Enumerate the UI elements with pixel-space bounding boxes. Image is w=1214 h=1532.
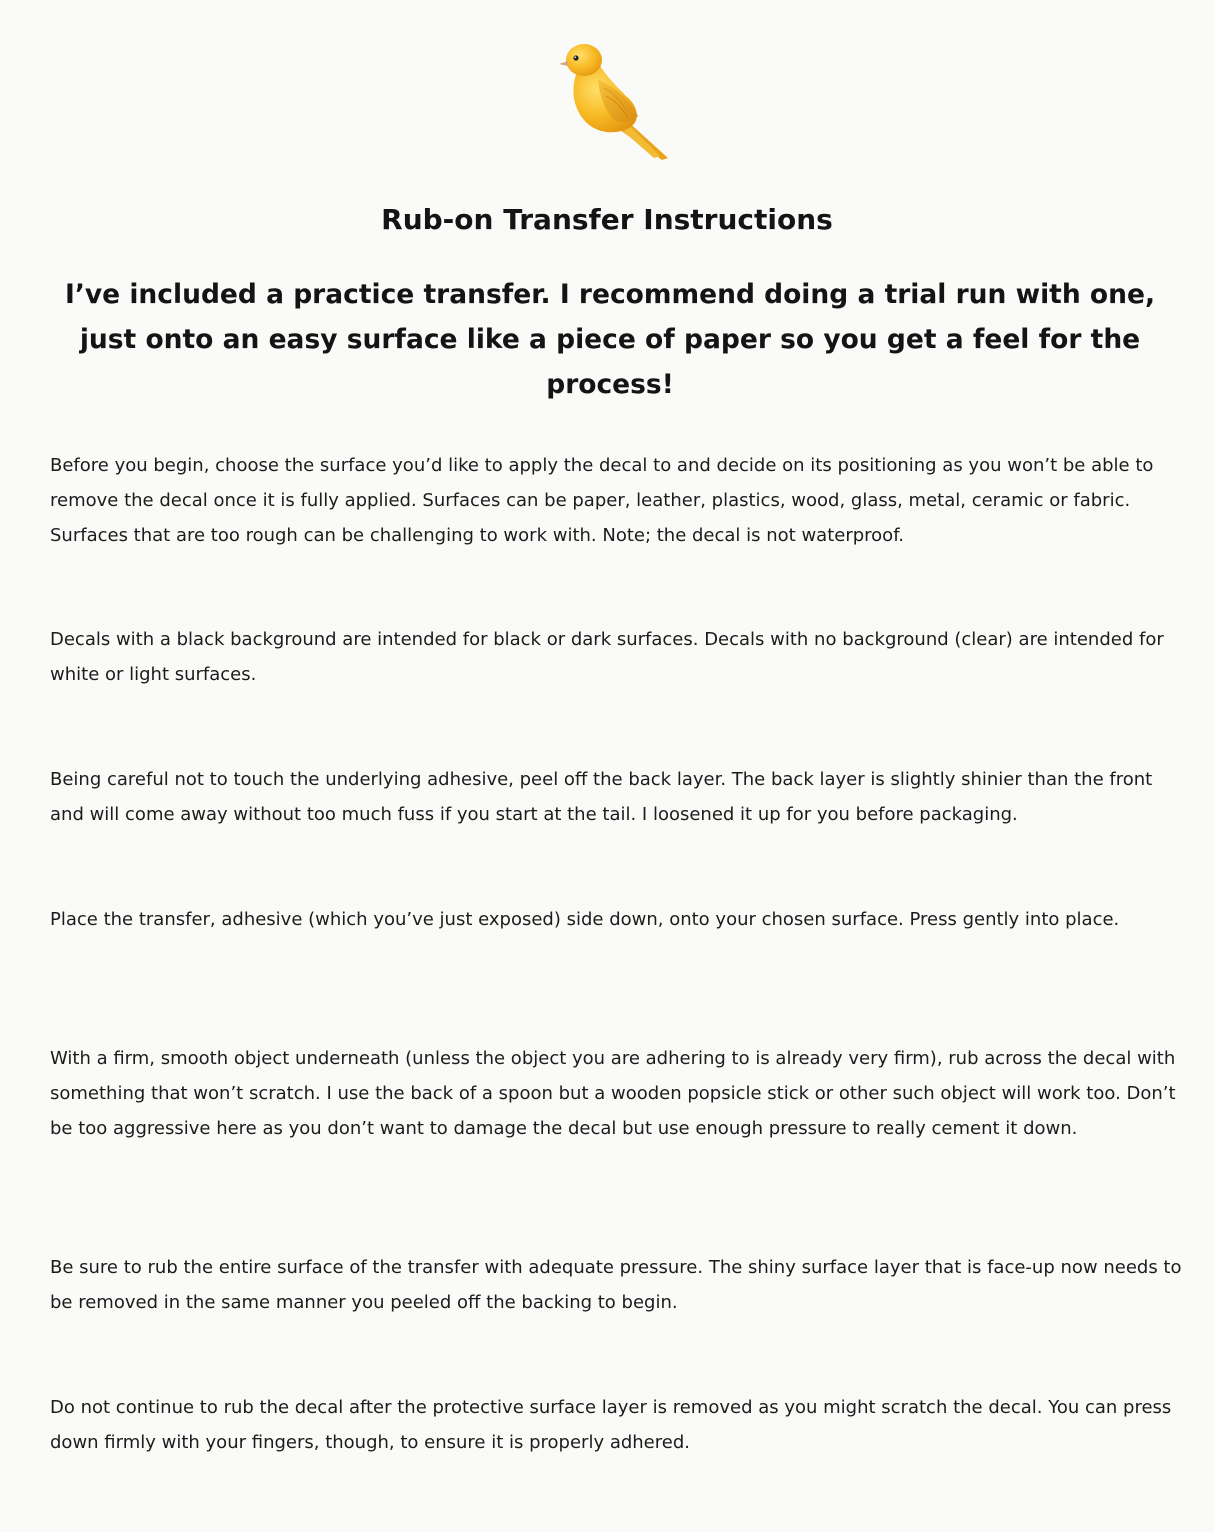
practice-transfer-note: I’ve included a practice transfer. I recommend doing a trial run with one, just onto an easy surface like a piece of paper so you get a feel for the process! xyxy=(64,279,1156,400)
instruction-paragraph-finish: Do not continue to rub the decal after the protective surface layer is removed as you might scratch the decal. You can press down firmly with your fingers, though, to ensure it is properly adhered. xyxy=(50,1397,1172,1453)
instruction-paragraph-surface: Before you begin, choose the surface you’d like to apply the decal to and decide on its positioning as you won’t be able to remove the decal once it is fully applied. Surfaces can be paper, leather, plastics, wood, glass, metal, ceramic or fabric. Surfaces that are too rough can be challenging to work with. Note; the decal is not waterproof. xyxy=(50,455,1154,546)
page-title: Rub-on Transfer Instructions xyxy=(381,203,833,236)
instruction-paragraph-peel: Being careful not to touch the underlying adhesive, peel off the back layer. The back layer is slightly shinier than the front and will come away without too much fuss if you start at the tail. I loosened it up for you before packaging. xyxy=(50,769,1153,825)
instruction-paragraph-remove-layer: Be sure to rub the entire surface of the transfer with adequate pressure. The shiny surface layer that is face-up now needs to be removed in the same manner you peeled off the backing to begin. xyxy=(50,1257,1182,1313)
instruction-paragraph-background: Decals with a black background are intended for black or dark surfaces. Decals with no background (clear) are intended for white or light surfaces. xyxy=(50,629,1164,685)
instruction-paragraph-place: Place the transfer, adhesive (which you’ve just exposed) side down, onto your chosen surface. Press gently into place. xyxy=(50,909,1120,930)
canary-bird-icon xyxy=(548,34,678,164)
instruction-paragraph-rub: With a firm, smooth object underneath (unless the object you are adhering to is already very firm), rub across the decal with something that won’t scratch. I use the back of a spoon but a wooden popsicle stick or other such object will work too. Don’t be too aggressive here as you don’t want to damage the decal but use enough pressure to really cement it down. xyxy=(50,1048,1176,1139)
